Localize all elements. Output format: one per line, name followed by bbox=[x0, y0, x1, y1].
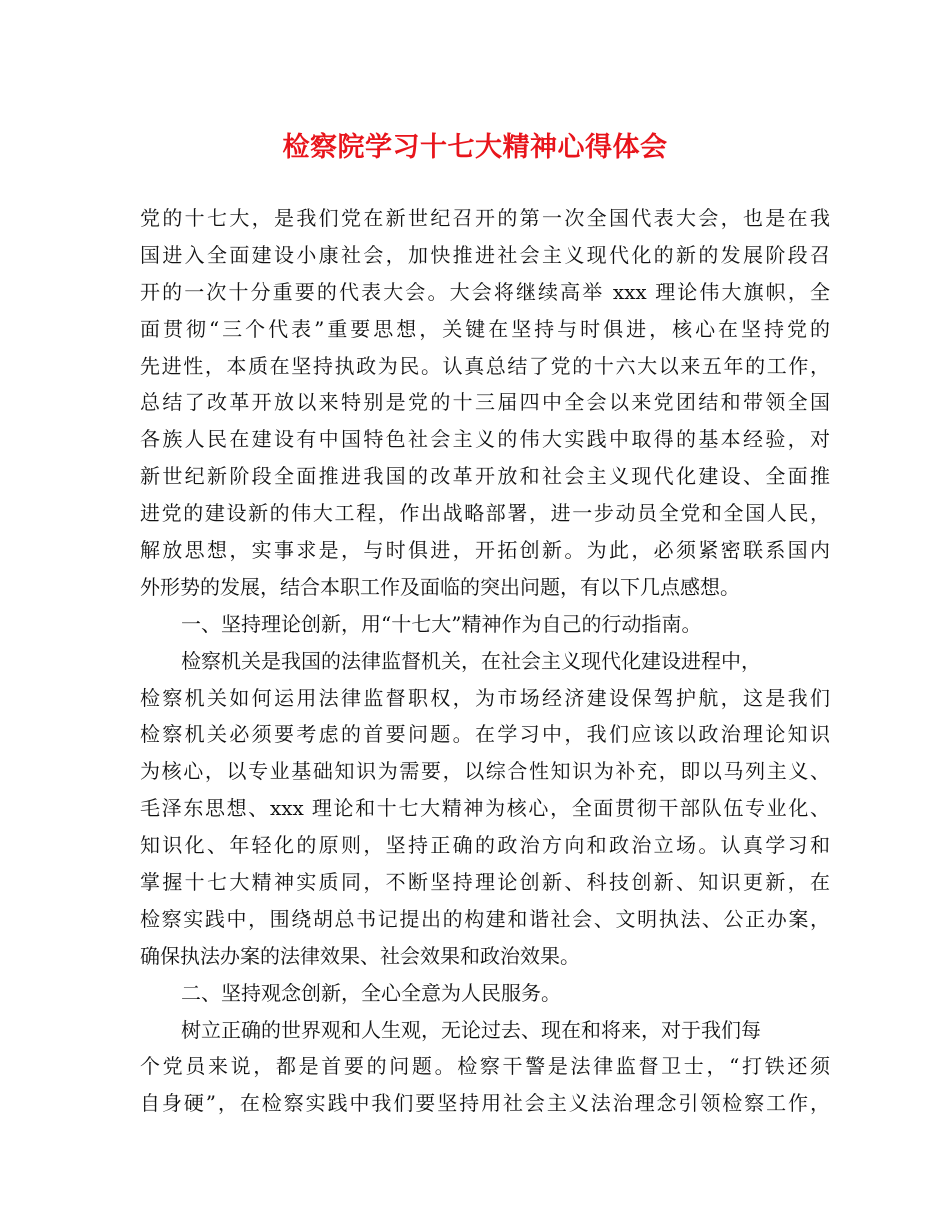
body-line: 开的一次十分重要的代表大会。大会将继续高举 xxx 理论伟大旗帜，全 bbox=[140, 279, 830, 304]
body-line: 党的十七大，是我们党在新世纪召开的第一次全国代表大会，也是在我 bbox=[140, 206, 830, 230]
document-title: 检察院学习十七大精神心得体会 bbox=[282, 132, 668, 163]
body-line: 检察机关必须要考虑的首要问题。在学习中，我们应该以政治理论知识 bbox=[140, 722, 830, 747]
body-line: 进党的建设新的伟大工程，作出战略部署，进一步动员全党和全国人民， bbox=[140, 501, 830, 526]
body-line: 为核心，以专业基础知识为需要，以综合性知识为补充，即以马列主义、 bbox=[140, 759, 830, 784]
body-line: 毛泽东思想、xxx 理论和十七大精神为核心，全面贯彻干部队伍专业化、 bbox=[140, 796, 830, 821]
section-heading-2: 二、坚持观念创新，全心全意为人民服务。 bbox=[181, 980, 561, 1005]
body-line: 国进入全面建设小康社会，加快推进社会主义现代化的新的发展阶段召 bbox=[140, 242, 830, 267]
body-line: 各族人民在建设有中国特色社会主义的伟大实践中取得的基本经验，对 bbox=[140, 427, 830, 452]
body-line: 解放思想，实事求是，与时俱进，开拓创新。为此，必须紧密联系国内 bbox=[140, 538, 830, 563]
section-heading-1: 一、坚持理论创新，用“十七大”精神作为自己的行动指南。 bbox=[181, 611, 702, 636]
body-line: 自身硬”，在检察实践中我们要坚持用社会主义法治理念引领检察工作， bbox=[140, 1091, 830, 1116]
body-line: 知识化、年轻化的原则，坚持正确的政治方向和政治立场。认真学习和 bbox=[140, 833, 830, 858]
body-line: 新世纪新阶段全面推进我国的改革开放和社会主义现代化建设、全面推 bbox=[140, 464, 830, 489]
document-body bbox=[140, 200, 830, 1122]
body-line: 掌握十七大精神实质同，不断坚持理论创新、科技创新、知识更新，在 bbox=[140, 870, 830, 895]
body-line: 个党员来说，都是首要的问题。检察干警是法律监督卫士，“打铁还须 bbox=[140, 1054, 830, 1079]
body-line: 检察实践中，围绕胡总书记提出的构建和谐社会、文明执法、公正办案， bbox=[140, 906, 830, 931]
body-line: 确保执法办案的法律效果、社会效果和政治效果。 bbox=[140, 943, 580, 968]
body-line: 检察机关是我国的法律监督机关，在社会主义现代化建设进程中， bbox=[181, 648, 761, 673]
body-line: 外形势的发展，结合本职工作及面临的突出问题，有以下几点感想。 bbox=[140, 574, 740, 599]
body-line: 先进性，本质在坚持执政为民。认真总结了党的十六大以来五年的工作， bbox=[140, 353, 830, 378]
body-line: 树立正确的世界观和人生观，无论过去、现在和将来，对于我们每 bbox=[181, 1017, 761, 1042]
body-line: 面贯彻“三个代表”重要思想，关键在坚持与时俱进，核心在坚持党的 bbox=[140, 316, 830, 341]
body-line: 检察机关如何运用法律监督职权，为市场经济建设保驾护航，这是我们 bbox=[140, 685, 830, 710]
body-line: 总结了改革开放以来特别是党的十三届四中全会以来党团结和带领全国 bbox=[140, 390, 830, 415]
